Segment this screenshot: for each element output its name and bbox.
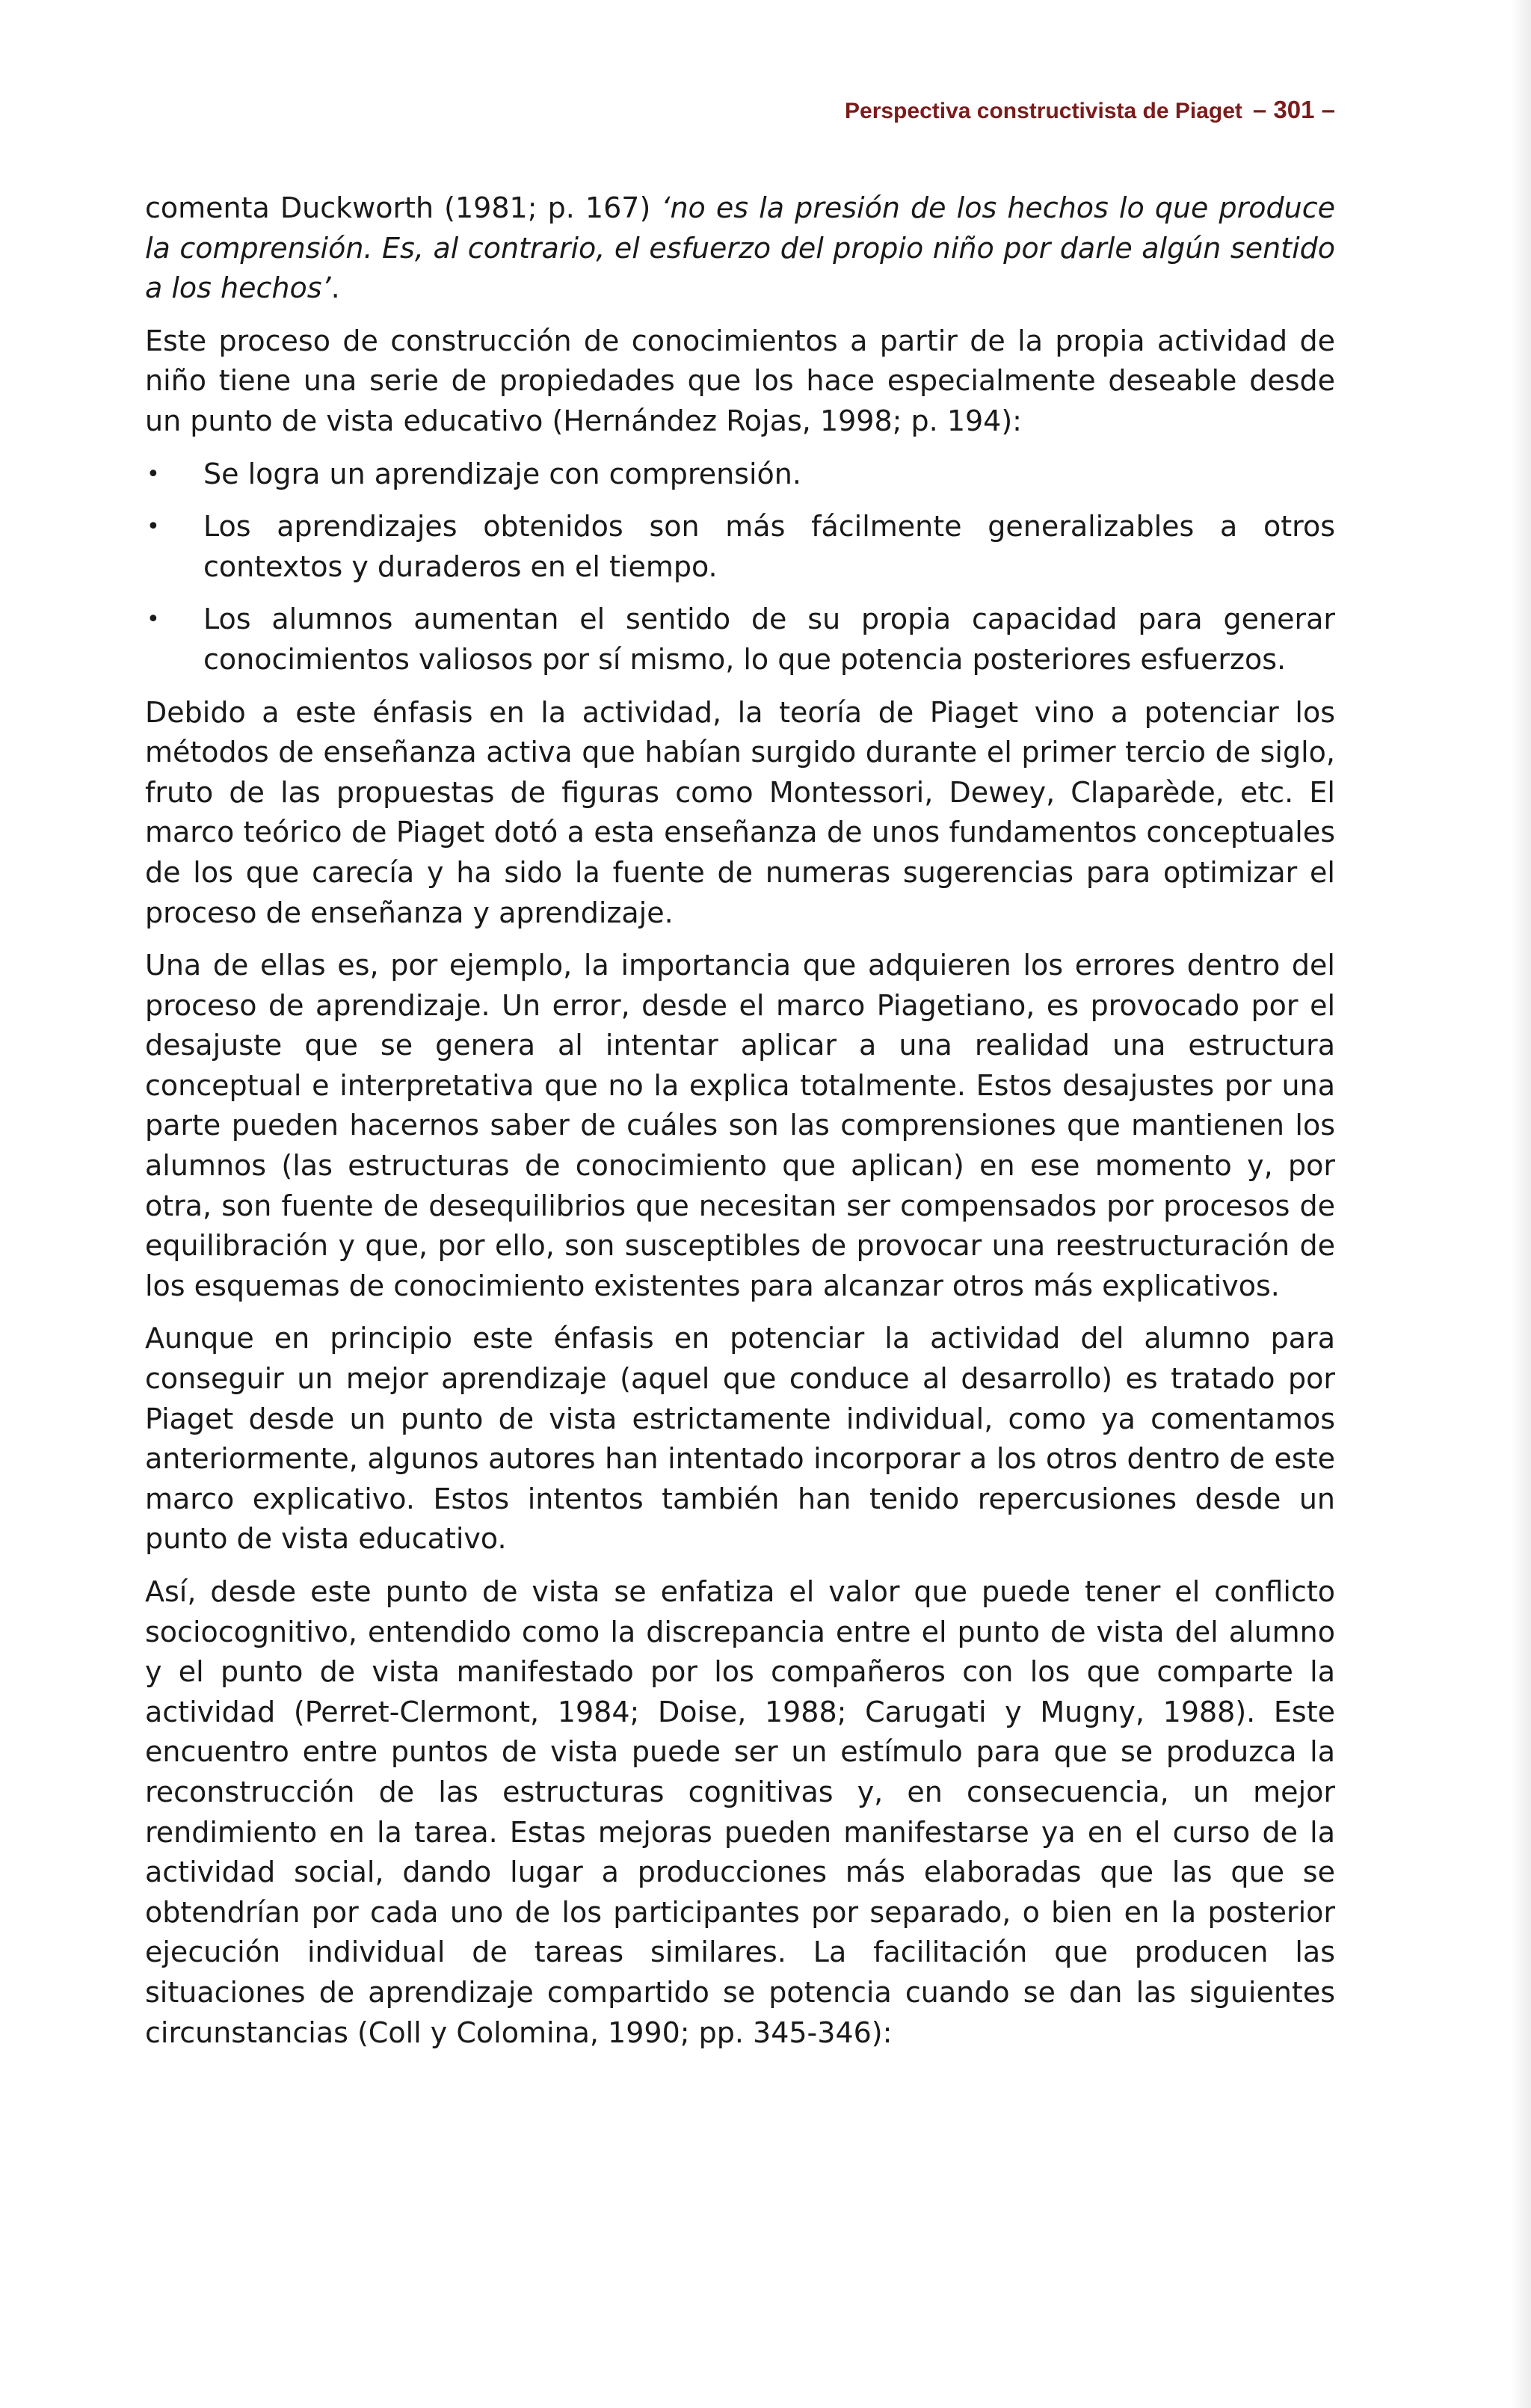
paragraph-duckworth-quote [145,188,1335,309]
page-body [145,188,1335,2066]
running-header [845,96,1335,124]
bullet-icon: • [147,514,160,541]
page-edge-shadow [1512,0,1531,2408]
list-item-text: Los aprendizajes obtenidos son más fácilmente generalizables a otros contextos y duraderos en el tiempo. [203,510,1335,583]
bullet-icon: • [147,461,160,487]
list-item [145,455,1335,495]
paragraph-active-teaching: Debido a este énfasis en la actividad, la teoría de Piaget vino a potenciar los métodos de enseñanza activa que habían surgido durante el primer tercio de siglo, fruto de las propuestas de figuras como Montessori, Dewey, Claparède, etc. El marco teórico de Piaget dotó a esta enseñanza de unos fundamentos conceptuales de los que carecía y ha sido la fuente de numeras sugerencias para optimizar el proceso de enseñanza y aprendizaje. [145,695,1335,929]
paragraph-tail: . [330,271,340,305]
paragraph-construction-process: Este proceso de construcción de conocimientos a partir de la propia actividad de niño tiene una serie de propiedades que los hace especialmente deseable desde un punto de vista educativo (Hernández Rojas, 1998; p. 194): [145,324,1335,437]
paragraph-lead: comenta Duckworth (1981; p. 167) [145,191,662,224]
paragraph-errors: Una de ellas es, por ejemplo, la importancia que adquieren los errores dentro del proceso de aprendizaje. Un error, desde el marco Piagetiano, es provocado por el desajuste que se genera al intentar aplicar a una realidad una estructura conceptual e interpretativa que no la explica totalmente. Estos desajustes por una parte pueden hacernos saber de cuáles son las comprensiones que mantienen los alumnos (las estructuras de conocimiento que aplican) en ese momento y, por otra, son fuente de desequilibrios que necesitan ser compensados por procesos de equilibración y que, por ello, son susceptibles de provocar una reestructuración de los esquemas de conocimiento existentes para alcanzar otros más explicativos. [145,949,1335,1302]
list-item [145,507,1335,587]
list-item-text: Los alumnos aumentan el sentido de su propia capacidad para generar conocimientos valiosos por sí mismo, lo que potencia posteriores esfuerzos. [203,603,1335,676]
list-item [145,600,1335,680]
list-item-text: Se logra un aprendizaje con comprensión. [203,457,801,490]
bullet-icon: • [147,606,160,633]
page-number: – 301 – [1252,96,1335,123]
paragraph-sociocognitive-conflict: Así, desde este punto de vista se enfatiza el valor que puede tener el conflicto sociocognitivo, entendido como la discrepancia entre el punto de vista del alumno y el punto de vista manifestado por los compañeros con los que comparte la actividad (Perret-Clermont, 1984; Doise, 1988; Carugati y Mugny, 1988). Este encuentro entre puntos de vista puede ser un estímulo para que se produzca la reconstrucción de las estructuras cognitivas y, en consecuencia, un mejor rendimiento en la tarea. Estas mejoras pueden manifestarse ya en el curso de la actividad social, dando lugar a producciones más elaboradas que las que se obtendrían por cada uno de los participantes por separado, o bien en la posterior ejecución individual de tareas similares. La facilitación que producen las situaciones de aprendizaje compartido se potencia cuando se dan las siguientes circunstancias (Coll y Colomina, 1990; pp. 345-346): [145,1575,1335,2049]
quote-text: ‘no es la presión de los hechos lo que produce la comprensión. Es, al contrario, el esfuerzo del propio niño por darle algún sentido a los hechos’ [145,191,1335,305]
properties-list [145,455,1335,680]
header-title: Perspectiva constructivista de Piaget [845,99,1242,123]
paragraph-individual-view: Aunque en principio este énfasis en potenciar la actividad del alumno para conseguir un mejor aprendizaje (aquel que conduce al desarrollo) es tratado por Piaget desde un punto de vista estrictamente individual, como ya comentamos anteriormente, algunos autores han intentado incorporar a los otros dentro de este marco explicativo. Estos intentos también han tenido repercusiones desde un punto de vista educativo. [145,1322,1335,1556]
